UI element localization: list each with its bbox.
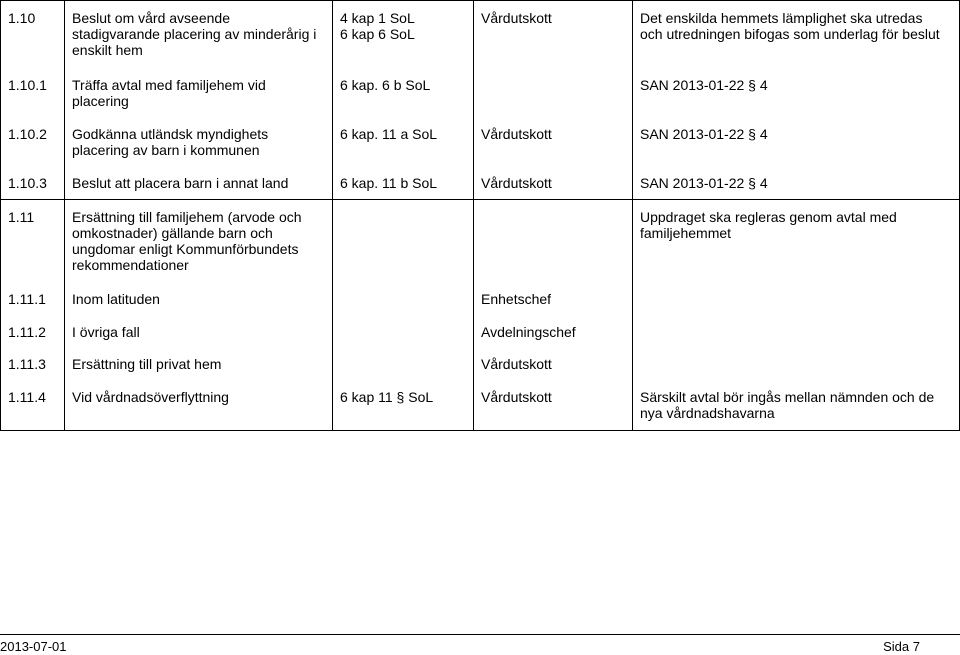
row-law: 6 kap. 11 a SoL — [340, 126, 438, 142]
row-description: Träffa avtal med familjehem vid placering — [72, 77, 266, 109]
row-comment: SAN 2013-01-22 § 4 — [640, 126, 768, 142]
row-number: 1.10.2 — [8, 126, 47, 142]
row-law: 6 kap. 11 b SoL — [340, 175, 438, 191]
row-description: Inom latituden — [72, 291, 160, 307]
row-description: Ersättning till familjehem (arvode och omkostnader) gällande barn och ungdomar enligt Kommunförbundets rekommendationer — [72, 209, 302, 273]
row-delegate: Vårdutskott — [481, 175, 552, 191]
table-left-border — [0, 0, 1, 431]
row-delegate: Avdelningschef — [481, 324, 576, 340]
row-description: I övriga fall — [72, 324, 140, 340]
row-description: Ersättning till privat hem — [72, 356, 222, 372]
row-comment: Det enskilda hemmets lämplighet ska utredas och utredningen bifogas som underlag för beslut — [640, 10, 940, 42]
row-law: 6 kap 11 § SoL — [340, 389, 434, 405]
row-divider — [0, 199, 960, 200]
row-number: 1.11.4 — [8, 389, 46, 405]
row-description: Beslut att placera barn i annat land — [72, 175, 289, 191]
row-comment: Särskilt avtal bör ingås mellan nämnden och de nya vårdnadshavarna — [640, 389, 935, 421]
column-divider — [473, 0, 474, 431]
row-number: 1.11.2 — [8, 324, 46, 340]
row-comment: Uppdraget ska regleras genom avtal med familjehemmet — [640, 209, 897, 241]
row-delegate: Vårdutskott — [481, 356, 552, 372]
table-bottom-border — [0, 430, 960, 431]
row-delegate: Enhetschef — [481, 291, 552, 307]
column-divider — [632, 0, 633, 431]
row-description: Godkänna utländsk myndighets placering av barn i kommunen — [72, 126, 269, 158]
row-comment: SAN 2013-01-22 § 4 — [640, 175, 768, 191]
row-number: 1.10.1 — [8, 77, 47, 93]
row-law: 6 kap. 6 b SoL — [340, 77, 431, 93]
table-top-border — [0, 0, 960, 1]
row-delegate: Vårdutskott — [481, 389, 552, 405]
footer-date: 2013-07-01 — [0, 639, 67, 654]
row-law: 4 kap 1 SoL 6 kap 6 SoL — [340, 10, 415, 42]
row-number: 1.11.3 — [8, 356, 46, 372]
row-number: 1.10.3 — [8, 175, 47, 191]
row-number: 1.11.1 — [8, 291, 46, 307]
row-number: 1.10 — [8, 10, 36, 26]
row-number: 1.11 — [8, 209, 35, 225]
column-divider — [64, 0, 65, 431]
footer-page-number: Sida 7 — [883, 639, 920, 654]
row-delegate: Vårdutskott — [481, 10, 552, 26]
footer-rule — [0, 634, 960, 635]
row-description: Beslut om vård avseende stadigvarande placering av minderårig i enskilt hem — [72, 10, 317, 58]
row-delegate: Vårdutskott — [481, 126, 552, 142]
row-comment: SAN 2013-01-22 § 4 — [640, 77, 768, 93]
column-divider — [332, 0, 333, 431]
row-description: Vid vårdnadsöverflyttning — [72, 389, 229, 405]
